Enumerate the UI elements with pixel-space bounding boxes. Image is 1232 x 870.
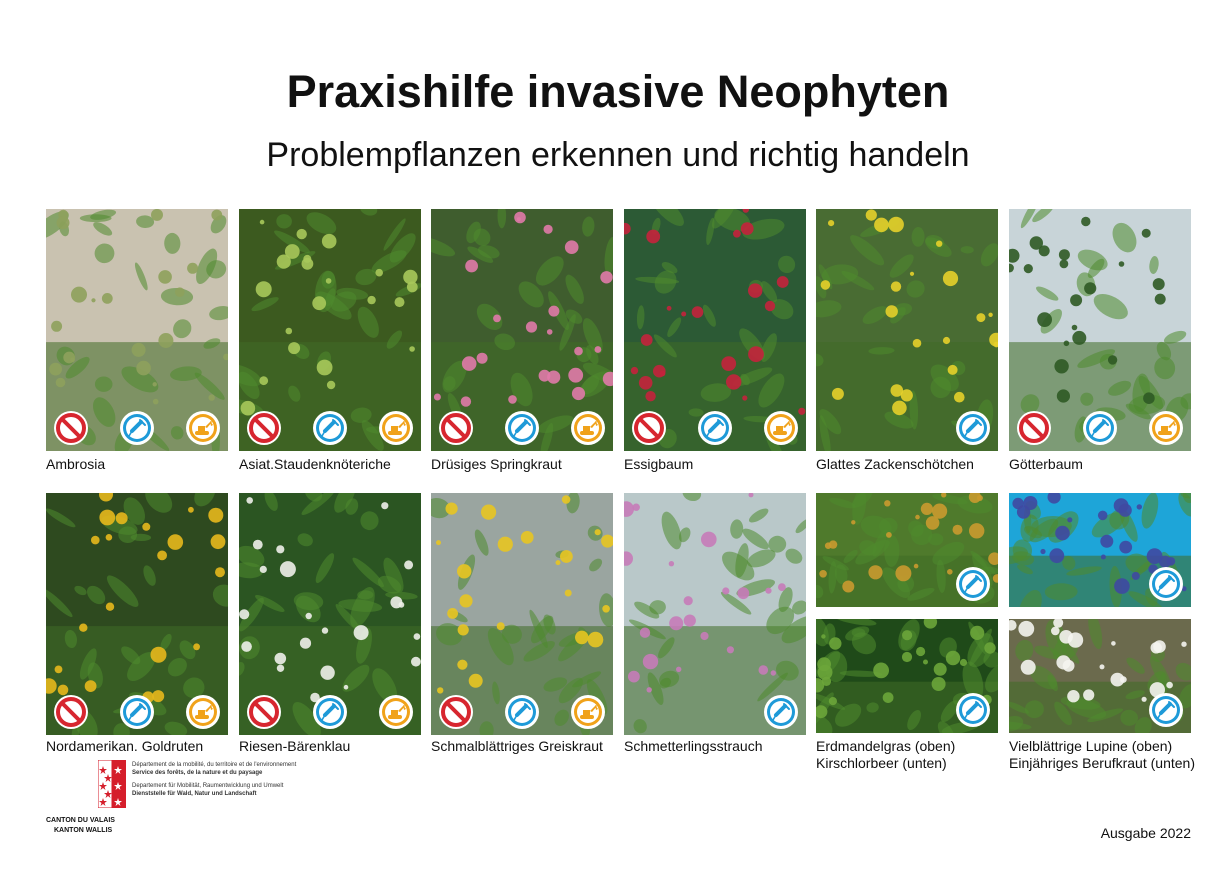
plant-caption: Essigbaum bbox=[624, 456, 694, 472]
page-title: Praxishilfe invasive Neophyten bbox=[286, 66, 950, 117]
plant-caption: Erdmandelgras (oben) bbox=[816, 738, 956, 754]
syringe-icon bbox=[764, 695, 798, 729]
syringe-icon bbox=[505, 411, 539, 445]
plant-caption: Einjähriges Berufkraut (unten) bbox=[1009, 755, 1195, 771]
logo-canton-de: KANTON WALLIS bbox=[54, 827, 113, 834]
plant-caption: Schmalblättriges Greiskraut bbox=[431, 738, 603, 754]
syringe-icon bbox=[505, 695, 539, 729]
plant-caption: Asiat.Staudenknöteriche bbox=[239, 456, 391, 472]
plant-photo bbox=[1009, 209, 1191, 451]
logo-line-fr-service: Service des forêts, de la nature et du paysage bbox=[132, 770, 263, 776]
plant-caption: Vielblättrige Lupine (oben) bbox=[1009, 738, 1173, 754]
plant-photo bbox=[1009, 619, 1191, 733]
edition-label: Ausgabe 2022 bbox=[1100, 825, 1191, 841]
plant-caption: Götterbaum bbox=[1009, 456, 1083, 472]
prohibition-icon bbox=[247, 695, 281, 729]
syringe-icon bbox=[313, 411, 347, 445]
syringe-icon bbox=[956, 693, 990, 727]
plant-caption: Schmetterlingsstrauch bbox=[624, 738, 763, 754]
prohibition-icon bbox=[632, 411, 666, 445]
plant-photo bbox=[624, 209, 806, 451]
plant-photo bbox=[816, 493, 998, 607]
excavator-icon bbox=[1149, 411, 1183, 445]
plant-photo bbox=[239, 209, 421, 451]
logo-line-de-service: Dienststelle für Wald, Natur und Landschaft bbox=[132, 791, 257, 797]
logo-canton-fr: CANTON DU VALAIS bbox=[46, 817, 115, 824]
excavator-icon bbox=[571, 411, 605, 445]
prohibition-icon bbox=[54, 695, 88, 729]
plant-caption: Nordamerikan. Goldruten bbox=[46, 738, 204, 754]
excavator-icon bbox=[186, 695, 220, 729]
excavator-icon bbox=[379, 695, 413, 729]
syringe-icon bbox=[1083, 411, 1117, 445]
valais-shield-icon bbox=[98, 760, 126, 808]
plant-caption: Riesen-Bärenklau bbox=[239, 738, 351, 754]
plant-photo bbox=[816, 209, 998, 451]
syringe-icon bbox=[698, 411, 732, 445]
prohibition-icon bbox=[54, 411, 88, 445]
prohibition-icon bbox=[439, 695, 473, 729]
plant-caption: Ambrosia bbox=[46, 456, 106, 472]
page-subtitle: Problempflanzen erkennen und richtig handeln bbox=[266, 136, 970, 174]
excavator-icon bbox=[186, 411, 220, 445]
canton-logo bbox=[46, 760, 306, 840]
syringe-icon bbox=[956, 411, 990, 445]
plant-photo bbox=[1009, 493, 1191, 607]
plant-photo bbox=[431, 493, 613, 735]
excavator-icon bbox=[379, 411, 413, 445]
syringe-icon bbox=[1149, 693, 1183, 727]
plant-photo bbox=[624, 493, 806, 735]
plant-photo bbox=[46, 493, 228, 735]
plant-caption: Drüsiges Springkraut bbox=[431, 456, 562, 472]
plant-photo bbox=[239, 493, 421, 735]
prohibition-icon bbox=[439, 411, 473, 445]
prohibition-icon bbox=[247, 411, 281, 445]
logo-line-de-department: Departement für Mobilität, Raumentwicklung und Umwelt bbox=[132, 783, 284, 789]
plant-photo bbox=[816, 619, 998, 733]
excavator-icon bbox=[764, 411, 798, 445]
syringe-icon bbox=[120, 411, 154, 445]
excavator-icon bbox=[571, 695, 605, 729]
plant-photo bbox=[46, 209, 228, 451]
plant-photo bbox=[431, 209, 613, 451]
plant-caption: Kirschlorbeer (unten) bbox=[816, 755, 947, 771]
plant-caption: Glattes Zackenschötchen bbox=[816, 456, 974, 472]
logo-line-fr-department: Département de la mobilité, du territoire et de l'environnement bbox=[132, 762, 297, 768]
syringe-icon bbox=[956, 567, 990, 601]
syringe-icon bbox=[120, 695, 154, 729]
syringe-icon bbox=[1149, 567, 1183, 601]
prohibition-icon bbox=[1017, 411, 1051, 445]
syringe-icon bbox=[313, 695, 347, 729]
